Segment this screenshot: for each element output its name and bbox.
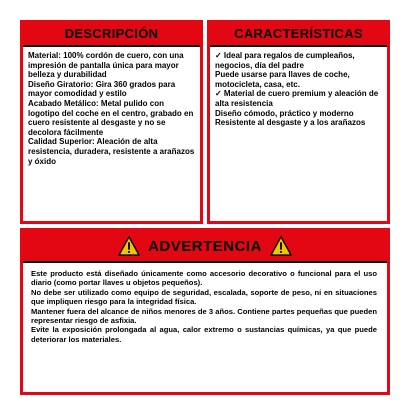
- advertencia-header: [23, 231, 387, 263]
- descripcion-body: [23, 47, 200, 170]
- descripcion-line: Calidad Superior: Aleación de alta resistencia, duradera, resistente a arañazos y óxido: [28, 137, 195, 166]
- advertencia-body: [23, 263, 387, 348]
- advertencia-panel: [20, 228, 390, 395]
- caracteristicas-header: [210, 23, 387, 47]
- advertencia-paragraph: Mantener fuera del alcance de niños menores de 3 años. Contiene partes pequeñas que pueden representar riesgo de asfixia.: [31, 306, 377, 326]
- descripcion-header: [23, 23, 200, 47]
- caracteristicas-body: [210, 47, 387, 132]
- caracteristicas-panel: [207, 20, 390, 224]
- advertencia-paragraph: Este producto está diseñado únicamente como accesorio decorativo o funcional para el uso diario (como portar llaves u objetos pequeños).: [31, 269, 377, 288]
- descripcion-line: Diseño Giratorio: Gira 360 grados para mayor comodidad y estilo: [28, 79, 176, 99]
- descripcion-panel: [20, 20, 203, 224]
- caracteristicas-line: Resistente al desgaste y a los arañazos: [215, 118, 366, 128]
- caracteristicas-line: ✓ Material de cuero premium y aleación de alta resistencia: [215, 89, 379, 108]
- caracteristicas-line: Puede usarse para llaves de coche, motocicleta, casa, etc.: [215, 70, 350, 89]
- advertencia-title: ADVERTENCIA: [148, 237, 262, 255]
- caracteristicas-title: CARACTERÍSTICAS: [234, 26, 363, 41]
- caracteristicas-line: Diseño cómodo, práctico y moderno: [215, 108, 354, 118]
- caracteristicas-line: ✓ Ideal para regalos de cumpleaños, negocios, día del padre: [215, 51, 355, 70]
- advertencia-paragraph: Evite la exposición prolongada al agua, calor extremo o sustancias químicas, ya que puede deteriorar los materiales.: [31, 325, 377, 344]
- warning-triangle-icon: [270, 235, 292, 257]
- descripcion-line: Material: 100% cordón de cuero, con una impresión de pantalla única para mayor belleza y durabilidad: [28, 51, 184, 80]
- warning-triangle-icon: [118, 235, 140, 257]
- descripcion-title: DESCRIPCIÓN: [64, 26, 159, 41]
- advertencia-paragraph: No debe ser utilizado como equipo de seguridad, escalada, soporte de peso, ni en situaciones que impliquen riesgo para la integridad física.: [31, 287, 377, 307]
- descripcion-line: Acabado Metálico: Metal pulido con logotipo del coche en el centro, grabado en cuero resistente al desgaste y no se decolora fácilmente: [28, 98, 194, 137]
